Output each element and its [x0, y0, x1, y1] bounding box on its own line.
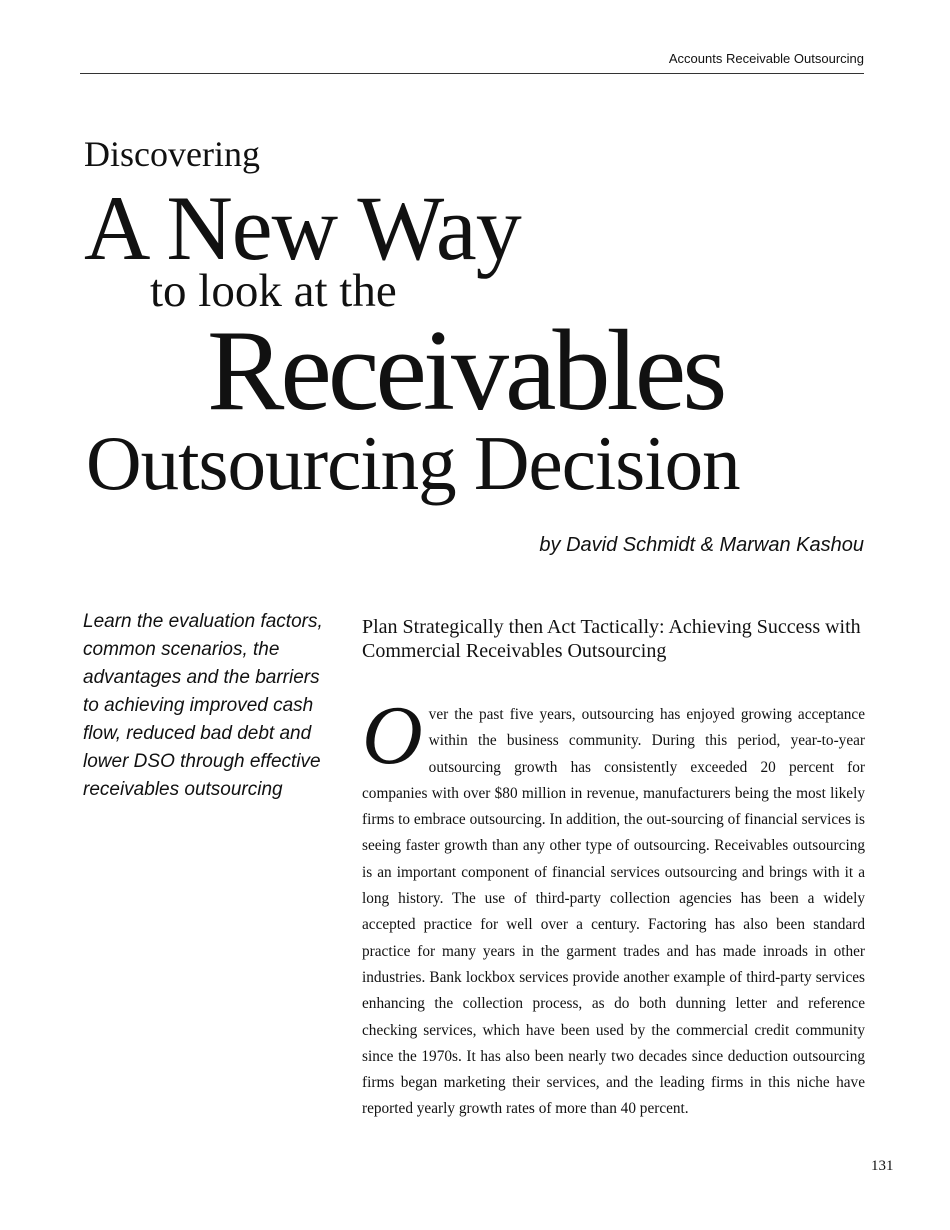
- page-number: 131: [871, 1158, 894, 1174]
- title-line-to-look-at-the: to look at the: [150, 265, 397, 317]
- running-header: [80, 50, 864, 74]
- article-body-text: ver the past five years, outsourcing has enjoyed growing acceptance within the business community. During this period, year-to-year outsourcing growth has consistently exceeded 20 percent for companies with over $80 million in revenue, manufacturers being the most likely firms to embrace outsourcing. In addition, the out-sourcing of financial services is seeing faster growth than any other type of outsourcing. Receivables outsourcing is an important component of financial services outsourcing and brings with it a long history. The use of third-party collection agencies has been a widely accepted practice for well over a century. Factoring has also been standard practice for many years in the garment trades and has made inroads in other industries. Bank lockbox services provide another example of third-party services enhancing the collection process, as do both dunning letter and reference checking services, which have been used by the commercial credit community since the 1970s. It has also been nearly two decades since deduction outsourcing firms began marketing their services, and the leading firms in this niche have reported yearly growth rates of more than 40 percent.: [362, 706, 865, 1118]
- title-line-outsourcing-decision: Outsourcing Decision: [86, 420, 740, 506]
- pullquote: Learn the evaluation factors, common scenarios, the advantages and the barriers to achieving improved cash flow, reduced bad debt and lower DSO through effective receivables outsourcing: [83, 611, 323, 800]
- article-subhead: Plan Strategically then Act Tactically: Achieving Success with Commercial Receivables Outsourcing: [362, 616, 861, 662]
- drop-cap: O: [362, 689, 423, 782]
- title-line-a-new-way: A New Way: [84, 177, 521, 279]
- title-line-receivables: Receivables: [207, 307, 724, 435]
- article-body: [362, 689, 865, 1123]
- byline: by David Schmidt & Marwan Kashou: [539, 534, 864, 556]
- running-header-title: Accounts Receivable Outsourcing: [668, 51, 864, 66]
- title-line-discovering: Discovering: [84, 134, 260, 174]
